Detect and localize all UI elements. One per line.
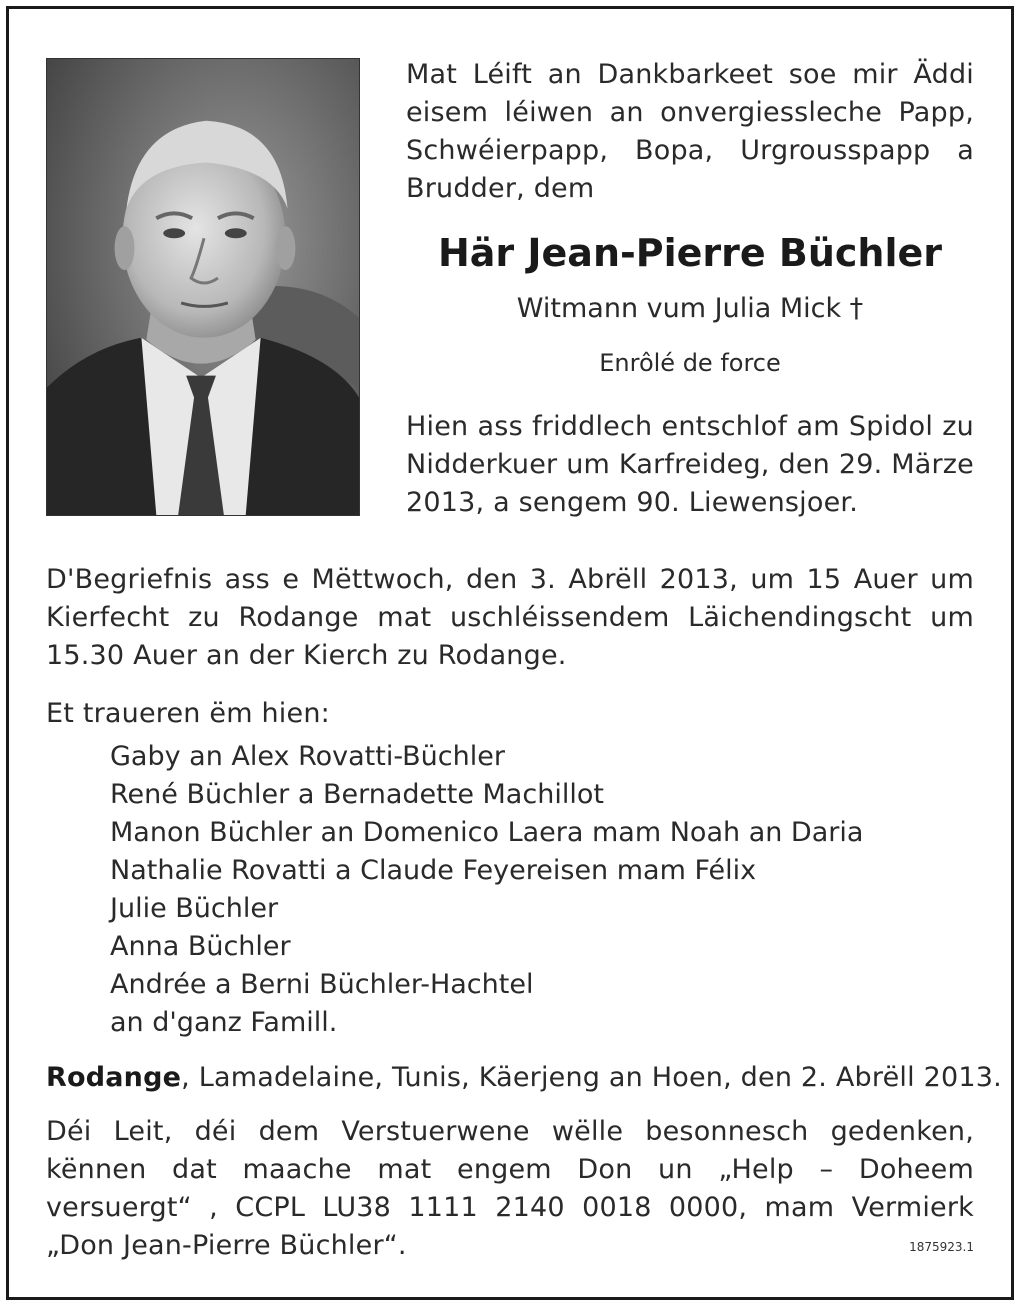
death-announcement: Hien ass friddlech entschlof am Spidol zu Nidderkuer um Karfreideg, den 29. Märze 2013, a sengem 90. Liewensjoer. — [406, 411, 974, 518]
mourners-list — [110, 738, 990, 1042]
intro-text: Mat Léift an Dankbarkeet soe mir Äddi eisem léiwen an onvergiessleche Papp, Schwéierpapp, Bopa, Urgrousspapp a Brudder, dem — [406, 59, 974, 204]
mourner-item: Gaby an Alex Rovatti-Büchler — [110, 741, 505, 772]
portrait-photo — [46, 58, 360, 516]
mourners-intro: Et traueren ëm hien: — [46, 698, 330, 729]
mourner-item: Manon Büchler an Domenico Laera mam Noah an Daria — [110, 817, 864, 848]
portrait-image — [47, 59, 359, 515]
mourner-item: Nathalie Rovatti a Claude Feyereisen mam Félix — [110, 855, 757, 886]
donation-note: Déi Leit, déi dem Verstuerwene wëlle besonnesch gedenken, kënnen dat maache mat engem Don un „Help – Doheem versuergt“ , CCPL LU38 1111 2140 0018 0000, mam Vermierk „Don Jean-Pierre Büchler“. — [46, 1116, 974, 1261]
place-bold: Rodange — [46, 1062, 182, 1093]
widower-line: Witmann vum Julia Mick † — [516, 293, 864, 324]
mourner-item: an d'ganz Famill. — [110, 1007, 338, 1038]
mourner-item: René Büchler a Bernadette Machillot — [110, 779, 604, 810]
enrole-line: Enrôlé de force — [599, 349, 781, 377]
deceased-name: Här Jean-Pierre Büchler — [437, 231, 943, 275]
mourner-item: Julie Büchler — [110, 893, 279, 924]
funeral-details: D'Begriefnis ass e Mëttwoch, den 3. Abrëll 2013, um 15 Auer um Kierfecht zu Rodange mat uschléissendem Läichendingscht um 15.30 Auer an der Kierch zu Rodange. — [46, 564, 974, 671]
reference-number: 1875923.1 — [909, 1240, 974, 1254]
mourner-item: Anna Büchler — [110, 931, 291, 962]
place-rest: , Lamadelaine, Tunis, Käerjeng an Hoen, den 2. Abrëll 2013. — [181, 1062, 1002, 1093]
place-date-line — [46, 1059, 1002, 1097]
mourner-item: Andrée a Berni Büchler-Hachtel — [110, 969, 534, 1000]
